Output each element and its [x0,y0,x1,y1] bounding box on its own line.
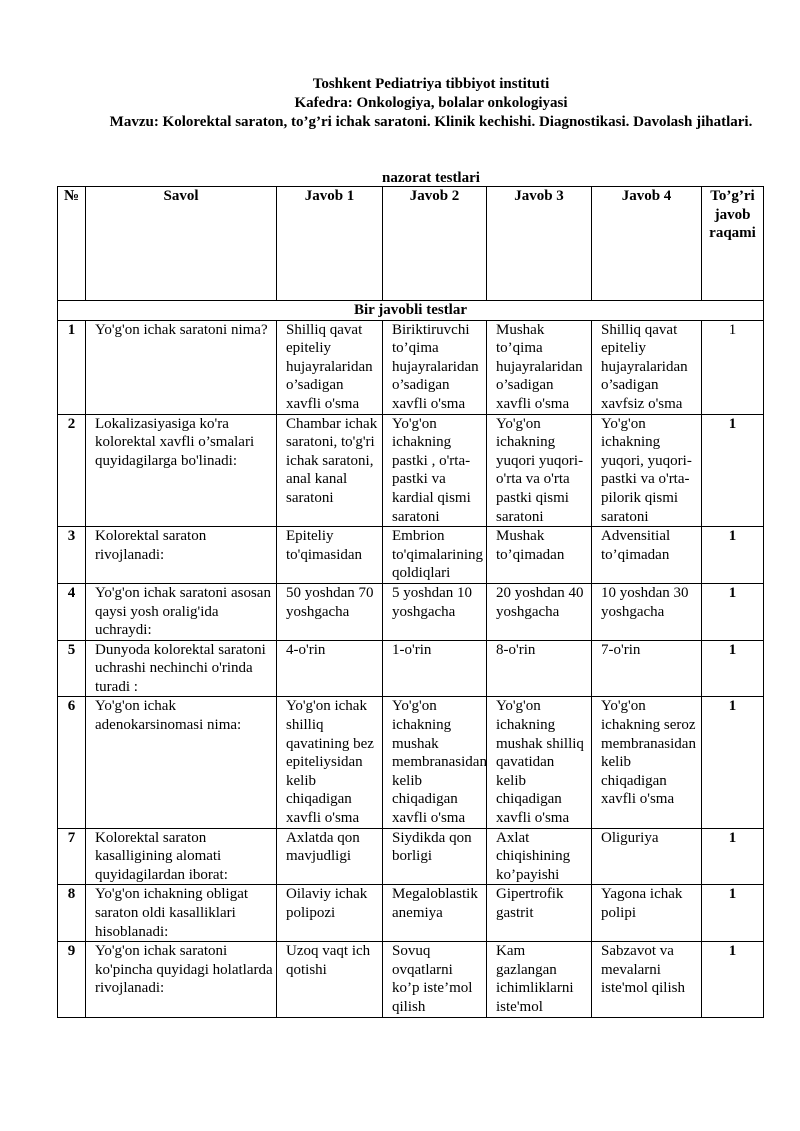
correct-answer: 1 [702,320,764,414]
answer-3: Axlat chiqishining ko’payishi [487,828,592,885]
correct-answer: 1 [702,828,764,885]
question-text: Yo'g'on ichakning obligat saraton oldi kasalliklari hisoblanadi: [86,885,277,942]
answer-2: Yo'g'on ichakning mushak membranasidan kelib chiqadigan xavfli o'sma [383,697,487,828]
answer-3: Mushak to’qimadan [487,527,592,584]
question-number: 6 [58,697,86,828]
answer-4: Yagona ichak polipi [592,885,702,942]
col-header-answer3: Javob 3 [487,187,592,301]
question-text: Yo'g'on ichak saratoni ko'pincha quyidagi holatlarda rivojlanadi: [86,942,277,1017]
question-text: Yo'g'on ichak saratoni nima? [86,320,277,414]
question-text: Kolorektal saraton rivojlanadi: [86,527,277,584]
answer-4: Shilliq qavat epiteliy hujayralaridan o’sadigan xavfsiz o'sma [592,320,702,414]
answer-4: 7-o'rin [592,640,702,697]
col-header-answer4: Javob 4 [592,187,702,301]
answer-3: 20 yoshdan 40 yoshgacha [487,583,592,640]
question-number: 3 [58,527,86,584]
department-title: Kafedra: Onkologiya, bolalar onkologiyasi [294,95,568,111]
correct-answer: 1 [702,414,764,527]
answer-4: Yo'g'on ichakning seroz membranasidan kelib chiqadigan xavfli o'sma [592,697,702,828]
question-number: 7 [58,828,86,885]
answer-2: 5 yoshdan 10 yoshgacha [383,583,487,640]
question-number: 4 [58,583,86,640]
question-text: Yo'g'on ichak saratoni asosan qaysi yosh oralig'ida uchraydi: [86,583,277,640]
answer-4: Advensitial to’qimadan [592,527,702,584]
answer-2: 1-o'rin [383,640,487,697]
answer-1: Uzoq vaqt ich qotishi [277,942,383,1017]
question-number: 2 [58,414,86,527]
table-row [58,583,764,640]
answer-1: Oilaviy ichak polipozi [277,885,383,942]
answer-2: Siydikda qon borligi [383,828,487,885]
answer-3: Yo'g'on ichakning yuqori yuqori-o'rta va o'rta pastki qismi saratoni [487,414,592,527]
correct-answer: 1 [702,885,764,942]
answer-2: Yo'g'on ichakning pastki , o'rta-pastki va kardial qismi saratoni [383,414,487,527]
table-row [58,885,764,942]
question-text: Kolorektal saraton kasalligining alomati quyidagilardan iborat: [86,828,277,885]
correct-answer: 1 [702,942,764,1017]
answer-2: Megaloblastik anemiya [383,885,487,942]
table-header-row [58,187,764,301]
answer-2: Embrion to'qimalarining qoldiqlari [383,527,487,584]
answer-3: Mushak to’qima hujayralaridan o’sadigan xavfli o'sma [487,320,592,414]
col-header-answer1: Javob 1 [277,187,383,301]
section-row [58,301,764,321]
answer-1: Epiteliy to'qimasidan [277,527,383,584]
answer-4: Sabzavot va mevalarni iste'mol qilish [592,942,702,1017]
answer-3: Gipertrofik gastrit [487,885,592,942]
question-text: Yo'g'on ichak adenokarsinomasi nima: [86,697,277,828]
col-header-number: № [58,187,86,301]
question-number: 9 [58,942,86,1017]
answer-4: Yo'g'on ichakning yuqori, yuqori-pastki va o'rta-pilorik qismi saratoni [592,414,702,527]
table-row [58,527,764,584]
topic-title: Mavzu: Kolorektal saraton, to’g’ri ichak saratoni. Klinik kechishi. Diagnostikasi. Davolash jihatlari. [109,114,753,130]
answer-2: Sovuq ovqatlarni ko’p iste’mol qilish [383,942,487,1017]
col-header-correct: To’g’ri javob raqami [702,187,764,301]
table-row [58,828,764,885]
correct-answer: 1 [702,583,764,640]
answer-1: Yo'g'on ichak shilliq qavatining bez epiteliysidan kelib chiqadigan xavfli o'sma [277,697,383,828]
tests-table [57,186,764,1018]
answer-3: 8-o'rin [487,640,592,697]
question-number: 1 [58,320,86,414]
answer-4: 10 yoshdan 30 yoshgacha [592,583,702,640]
section-label: Bir javobli testlar [58,301,764,321]
question-number: 5 [58,640,86,697]
institute-title: Toshkent Pediatriya tibbiyot instituti [312,76,550,92]
question-text: Lokalizasiyasiga ko'ra kolorektal xavfli o’smalari quyidagilarga bo'linadi: [86,414,277,527]
col-header-answer2: Javob 2 [383,187,487,301]
col-header-question: Savol [86,187,277,301]
answer-1: Shilliq qavat epiteliy hujayralaridan o’sadigan xavfli o'sma [277,320,383,414]
question-number: 8 [58,885,86,942]
table-row [58,640,764,697]
correct-answer: 1 [702,640,764,697]
answer-3: Yo'g'on ichakning mushak shilliq qavatidan kelib chiqadigan xavfli o'sma [487,697,592,828]
table-row [58,320,764,414]
table-row [58,942,764,1017]
answer-1: 50 yoshdan 70 yoshgacha [277,583,383,640]
document-header [86,75,776,132]
correct-answer: 1 [702,527,764,584]
table-row [58,697,764,828]
correct-answer: 1 [702,697,764,828]
answer-1: 4-o'rin [277,640,383,697]
tests-subtitle: nazorat testlari [382,170,480,186]
answer-1: Chambar ichak saratoni, to'g'ri ichak saratoni, anal kanal saratoni [277,414,383,527]
answer-4: Oliguriya [592,828,702,885]
answer-3: Kam gazlangan ichimliklarni iste'mol [487,942,592,1017]
question-text: Dunyoda kolorektal saratoni uchrashi nechinchi o'rinda turadi : [86,640,277,697]
answer-2: Biriktiruvchi to’qima hujayralaridan o’sadigan xavfli o'sma [383,320,487,414]
answer-1: Axlatda qon mavjudligi [277,828,383,885]
table-row [58,414,764,527]
